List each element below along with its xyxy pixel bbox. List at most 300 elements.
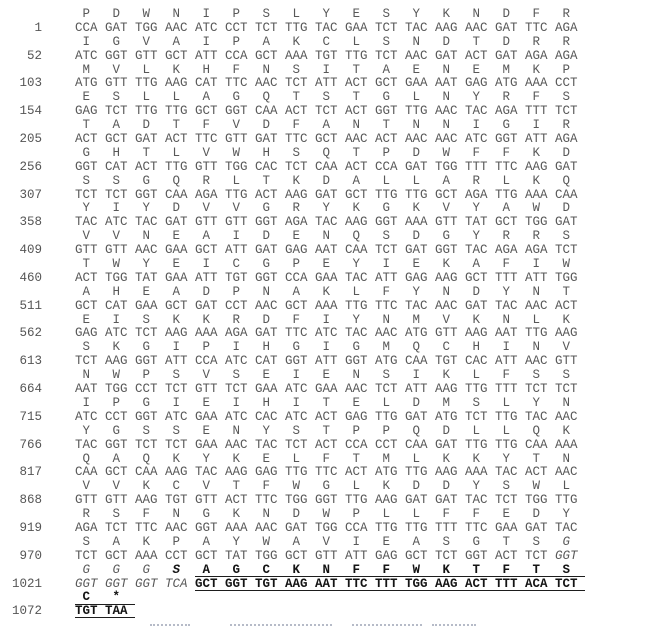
aa-cell: T — [172, 118, 180, 133]
aa-cell: I — [322, 62, 330, 77]
aa-cell: P — [352, 507, 360, 522]
aa-cell: Y — [352, 257, 360, 272]
aa-cell: N — [315, 564, 345, 577]
aa-cell: I — [382, 257, 390, 272]
aa-cell: A — [412, 534, 420, 549]
aa-cell: D — [562, 145, 570, 160]
codon-cell: TGG — [435, 159, 458, 174]
codon-cell: AAC — [555, 465, 578, 480]
aa-cell: A — [195, 564, 225, 577]
aa-cell: A — [382, 62, 390, 77]
position-number — [0, 147, 42, 161]
aa-cell: F — [532, 7, 540, 21]
codon-cell: TCT — [285, 76, 308, 91]
codon-cell: AAA — [525, 187, 548, 202]
aa-cell: S — [442, 534, 450, 549]
codon-cell: ACT — [285, 104, 308, 119]
aa-cell: G — [142, 395, 150, 410]
aa-cell: C — [442, 340, 450, 355]
codon-cell: ATC — [225, 409, 248, 424]
aa-cell: G — [382, 201, 390, 216]
aa-cell: D — [412, 145, 420, 160]
codon-cell: AGA — [285, 215, 308, 230]
aa-cell: K — [532, 145, 540, 160]
codon-cell: AGA — [465, 187, 488, 202]
aa-cell: N — [442, 62, 450, 77]
aa-cell: N — [172, 7, 180, 21]
aa-cell: P — [112, 395, 120, 410]
codon-cell: AAC — [345, 132, 368, 147]
codon-cell: TTT — [495, 382, 518, 397]
aa-line — [0, 453, 648, 467]
aa-line — [0, 175, 648, 189]
codon-cell: GGT — [465, 548, 488, 563]
aa-cell: T — [352, 451, 360, 466]
codon-cell: GCT — [195, 104, 218, 119]
codon-cell: ACT — [135, 159, 158, 174]
aa-cell: K — [382, 479, 390, 494]
aa-cell: K — [285, 564, 315, 577]
codon-cell: ACT — [375, 132, 398, 147]
aa-cell: S — [142, 423, 150, 438]
codon-cell: ATC — [75, 409, 98, 424]
codon-cell: ACT — [315, 409, 338, 424]
codon-cell: GTT — [105, 76, 128, 91]
aa-cell: V — [112, 229, 120, 244]
aa-cell: E — [82, 90, 90, 105]
codon-cell: GGT — [135, 187, 158, 202]
codon-cell: TCT — [435, 548, 458, 563]
dna-line — [0, 105, 648, 119]
aa-cell: M — [412, 312, 420, 327]
aa-cell: W — [562, 257, 570, 272]
codon-cell: AAT — [75, 382, 98, 397]
codon-cell: GAT — [405, 243, 428, 258]
codon-cell: TAC — [465, 104, 488, 119]
codon-cell: ACT — [345, 104, 368, 119]
aa-cell: Y — [562, 507, 570, 522]
aa-cell: G — [82, 145, 90, 160]
codon-cell: CAA — [315, 159, 338, 174]
codon-cell: TCT — [165, 437, 188, 452]
aa-cell: G — [142, 562, 150, 577]
aa-cell: F — [442, 507, 450, 522]
aa-cell: F — [292, 312, 300, 327]
codon-cell: TTC — [195, 132, 218, 147]
aa-cell: A — [172, 284, 180, 299]
position-number — [0, 591, 42, 605]
codon-cell: GCT — [105, 132, 128, 147]
position-number: 205 — [19, 132, 42, 147]
codon-cell: TCT — [525, 382, 548, 397]
position-number: 562 — [19, 326, 42, 341]
codon-cell: TTG — [375, 187, 398, 202]
aa-cell: L — [502, 395, 510, 410]
aa-cell: S — [262, 7, 270, 21]
aa-cell: F — [532, 90, 540, 105]
aa-cell: T — [352, 62, 360, 77]
aa-cell: M — [382, 340, 390, 355]
aa-cell: G — [82, 562, 90, 577]
codon-cell: GGT — [225, 578, 255, 591]
codon-cell: AGA — [75, 520, 98, 535]
codon-cell: TTC — [495, 159, 518, 174]
aa-cell: M — [382, 451, 390, 466]
aa-cell: S — [382, 7, 390, 21]
aa-cell: M — [442, 395, 450, 410]
codon-cell: TAC — [75, 215, 98, 230]
codon-cell: GTT — [315, 548, 338, 563]
codon-cell: AAG — [165, 465, 188, 480]
aa-cell: T — [82, 118, 90, 133]
aa-cell: L — [142, 62, 150, 77]
aa-cell: K — [442, 257, 450, 272]
aa-cell: E — [172, 229, 180, 244]
position-number: 970 — [19, 548, 42, 563]
aa-cell: Y — [322, 201, 330, 216]
aa-cell: W — [442, 145, 450, 160]
aa-cell: E — [322, 257, 330, 272]
codon-cell: TGG — [285, 493, 308, 508]
codon-cell: ACT — [465, 578, 495, 591]
codon-cell: ACA — [525, 578, 555, 591]
aa-cell: C — [255, 564, 285, 577]
codon-cell: AAT — [315, 578, 345, 591]
aa-cell: F — [472, 145, 480, 160]
aa-cell: H — [262, 340, 270, 355]
codon-cell: GAT — [525, 520, 548, 535]
codon-cell: AAG — [525, 159, 548, 174]
aa-cell: F — [202, 118, 210, 133]
position-number: 409 — [19, 243, 42, 258]
aa-cell: L — [472, 423, 480, 438]
codon-cell: TAC — [555, 520, 578, 535]
position-number — [0, 230, 42, 244]
aa-cell: K — [442, 368, 450, 383]
aa-cell: N — [142, 229, 150, 244]
position-number: 460 — [19, 270, 42, 285]
codon-cell: GCT — [165, 48, 188, 63]
aa-cell: S — [292, 423, 300, 438]
aa-cell: L — [412, 90, 420, 105]
aa-cell: H — [112, 145, 120, 160]
codon-cell: TTG — [525, 326, 548, 341]
aa-cell: T — [262, 173, 270, 188]
codon-cell: GCT — [255, 48, 278, 63]
dna-line — [0, 439, 648, 453]
dna-line — [0, 605, 648, 619]
aa-cell: T — [465, 564, 495, 577]
codon-cell: ACT — [255, 187, 278, 202]
aa-cell: P — [352, 423, 360, 438]
aa-cell: P — [562, 62, 570, 77]
aa-cell: H — [472, 340, 480, 355]
codon-cell: AAG — [435, 20, 458, 35]
aa-cell: A — [112, 451, 120, 466]
codon-cell: GAA — [345, 20, 368, 35]
aa-cell: T — [142, 145, 150, 160]
codon-cell: GAT — [495, 20, 518, 35]
codon-cell: TAT — [465, 215, 488, 230]
aa-cell: N — [262, 62, 270, 77]
aa-cell: G — [442, 229, 450, 244]
aa-cell: N — [262, 507, 270, 522]
codon-cell: TAC — [75, 437, 98, 452]
aa-cell: Y — [82, 423, 90, 438]
dna-line — [0, 50, 648, 64]
codon-cell: CAA — [405, 354, 428, 369]
aa-cell: N — [472, 7, 480, 21]
clipped-caption-fragment — [352, 624, 422, 626]
aa-cell: L — [352, 479, 360, 494]
codon-cell: ATG — [435, 409, 458, 424]
codon-cell: GGT — [105, 437, 128, 452]
dna-line — [0, 189, 648, 203]
aa-cell: K — [172, 62, 180, 77]
aa-cell: N — [442, 118, 450, 133]
codon-cell: GAT — [435, 437, 458, 452]
codon-cell: AAC — [255, 298, 278, 313]
codon-cell: TGG — [405, 578, 435, 591]
codon-cell: AAC — [525, 298, 548, 313]
codon-cell: AGA — [525, 243, 548, 258]
aa-cell: K — [472, 312, 480, 327]
codon-cell: GCT — [285, 298, 308, 313]
codon-cell: GTT — [135, 48, 158, 63]
codon-cell: GGT — [105, 48, 128, 63]
codon-cell: GCT — [195, 578, 225, 591]
aa-cell: G — [472, 534, 480, 549]
aa-cell: D — [532, 507, 540, 522]
position-number — [0, 453, 42, 467]
codon-cell: CCA — [225, 48, 248, 63]
codon-cell: AAC — [405, 48, 428, 63]
codon-cell: AGA — [525, 48, 548, 63]
aa-cell: N — [412, 118, 420, 133]
dna-line — [0, 327, 648, 341]
aa-cell: E — [502, 507, 510, 522]
codon-cell: TCT — [75, 548, 98, 563]
aa-line — [0, 64, 648, 78]
aa-cell: H — [262, 395, 270, 410]
aa-cell: F — [262, 479, 270, 494]
position-number: 817 — [19, 465, 42, 480]
codon-cell: ACT — [225, 493, 248, 508]
codon-cell: GTT — [555, 354, 578, 369]
aa-cell: S — [82, 173, 90, 188]
aa-cell: E — [202, 423, 210, 438]
codon-cell: GCT — [195, 548, 218, 563]
codon-cell: GAT — [255, 243, 278, 258]
codon-cell: ACT — [75, 270, 98, 285]
codon-cell: GAT — [495, 48, 518, 63]
dna-line — [0, 272, 648, 286]
aa-cell: I — [172, 340, 180, 355]
codon-cell: TAC — [405, 298, 428, 313]
codon-cell: GGT — [75, 159, 98, 174]
aa-cell: D — [442, 423, 450, 438]
aa-cell: S — [382, 34, 390, 49]
aa-cell: S — [502, 479, 510, 494]
aa-cell: D — [142, 118, 150, 133]
codon-cell: CCT — [225, 20, 248, 35]
aa-cell: H — [112, 284, 120, 299]
codon-cell: TTC — [225, 76, 248, 91]
aa-cell: T — [525, 564, 555, 577]
codon-cell: AAG — [465, 326, 488, 341]
aa-line — [0, 397, 648, 411]
codon-cell: GAA — [495, 520, 518, 535]
codon-cell: GAT — [405, 493, 428, 508]
aa-cell: Y — [472, 479, 480, 494]
codon-cell: TCT — [105, 520, 128, 535]
aa-cell: E — [352, 395, 360, 410]
aa-cell: G — [112, 562, 120, 577]
aa-cell: R — [232, 312, 240, 327]
aa-cell: S — [292, 145, 300, 160]
dna-line — [0, 578, 648, 592]
aa-cell: I — [202, 257, 210, 272]
codon-cell: TTG — [345, 493, 368, 508]
codon-cell: AAG — [345, 215, 368, 230]
codon-cell: ATT — [495, 354, 518, 369]
codon-cell: TGG — [255, 548, 278, 563]
aa-cell: N — [562, 395, 570, 410]
clipped-caption-fragment — [150, 624, 190, 626]
codon-cell: TTG — [165, 104, 188, 119]
position-number — [0, 36, 42, 50]
codon-cell: GCT — [105, 548, 128, 563]
codon-cell: GTT — [195, 215, 218, 230]
aa-cell: W — [232, 145, 240, 160]
aa-cell: I — [292, 368, 300, 383]
aa-cell: S — [532, 534, 540, 549]
codon-cell: GTT — [75, 493, 98, 508]
aa-cell: N — [442, 284, 450, 299]
codon-cell: TAC — [405, 20, 428, 35]
position-number — [0, 341, 42, 355]
aa-cell: C — [75, 591, 105, 604]
aa-cell: Y — [82, 201, 90, 216]
codon-cell: CCT — [105, 409, 128, 424]
codon-cell: ATG — [75, 76, 98, 91]
codon-cell: GAG — [255, 465, 278, 480]
aa-cell: R — [562, 7, 570, 21]
codon-cell: GAA — [195, 409, 218, 424]
codon-cell: ACT — [315, 437, 338, 452]
aa-cell: S — [562, 368, 570, 383]
aa-cell: I — [352, 534, 360, 549]
codon-cell: CAA — [405, 437, 428, 452]
codon-cell: ATT — [195, 48, 218, 63]
aa-cell: P — [382, 145, 390, 160]
aa-cell: K — [472, 451, 480, 466]
aa-cell: L — [472, 368, 480, 383]
position-number: 1 — [34, 20, 42, 35]
aa-cell: A — [472, 257, 480, 272]
aa-cell: Y — [262, 423, 270, 438]
codon-cell: GCT — [195, 243, 218, 258]
aa-cell: L — [352, 284, 360, 299]
aa-cell: I — [202, 7, 210, 21]
codon-cell: GCT — [165, 298, 188, 313]
aa-cell: I — [292, 395, 300, 410]
codon-cell: GGT — [345, 354, 368, 369]
codon-cell: AAG — [375, 493, 398, 508]
codon-cell: GGT — [285, 354, 308, 369]
codon-cell: GAT — [435, 48, 458, 63]
aa-cell: G — [262, 257, 270, 272]
position-number: 868 — [19, 493, 42, 508]
codon-cell: AAA — [285, 48, 308, 63]
aa-cell: Y — [502, 284, 510, 299]
codon-cell: CAT — [105, 159, 128, 174]
codon-cell: TGG — [135, 20, 158, 35]
codon-cell: GAG — [75, 326, 98, 341]
aa-cell: D — [202, 284, 210, 299]
aa-cell: N — [232, 423, 240, 438]
aa-cell: K — [322, 284, 330, 299]
position-number — [0, 286, 42, 300]
aa-line — [0, 91, 648, 105]
aa-cell: V — [82, 229, 90, 244]
aa-cell: D — [322, 173, 330, 188]
codon-cell: TCT — [375, 20, 398, 35]
aa-cell: G — [112, 423, 120, 438]
codon-cell: TAC — [315, 20, 338, 35]
aa-cell: G — [562, 534, 570, 549]
codon-cell: TCT — [555, 382, 578, 397]
position-number — [0, 397, 42, 411]
codon-cell: AGA — [555, 20, 578, 35]
codon-cell: AAC — [405, 132, 428, 147]
codon-cell: CCA — [345, 520, 368, 535]
aa-cell: F — [382, 284, 390, 299]
aa-cell: L — [382, 395, 390, 410]
codon-cell: TAA — [105, 605, 135, 618]
aa-cell: S — [472, 395, 480, 410]
aa-cell: K — [142, 534, 150, 549]
codon-cell: ATG — [405, 326, 428, 341]
aa-cell: S — [112, 173, 120, 188]
codon-cell: ATG — [375, 465, 398, 480]
codon-cell: GAT — [135, 132, 158, 147]
position-number — [0, 202, 42, 216]
aa-cell: I — [412, 368, 420, 383]
codon-cell: GTT — [435, 215, 458, 230]
aa-cell: D — [562, 201, 570, 216]
aa-cell: K — [412, 201, 420, 216]
aa-cell: R — [532, 34, 540, 49]
position-number — [0, 314, 42, 328]
codon-cell: AAC — [435, 298, 458, 313]
aa-cell: D — [262, 229, 270, 244]
codon-cell: TTT — [465, 159, 488, 174]
aa-cell: S — [562, 229, 570, 244]
codon-cell: AAG — [285, 578, 315, 591]
aa-cell: R — [562, 34, 570, 49]
aa-cell: N — [442, 90, 450, 105]
codon-cell: GTT — [195, 493, 218, 508]
codon-cell: AAT — [495, 326, 518, 341]
aa-cell: V — [322, 534, 330, 549]
aa-cell: K — [435, 564, 465, 577]
codon-cell: CAT — [105, 298, 128, 313]
codon-cell: ATT — [315, 76, 338, 91]
position-number — [0, 8, 42, 22]
codon-cell: TTG — [285, 20, 308, 35]
codon-cell: CCA — [375, 159, 398, 174]
